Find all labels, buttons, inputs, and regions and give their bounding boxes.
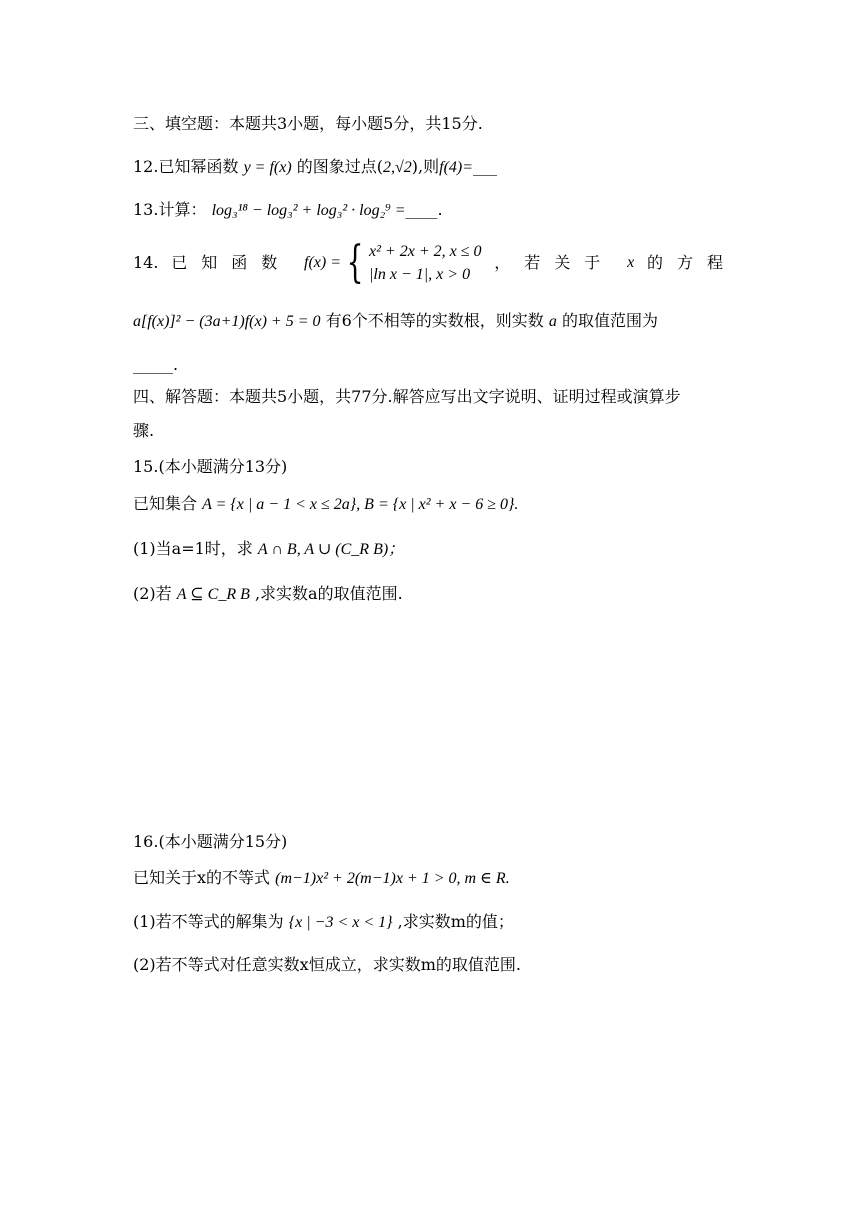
q16-stem-text: 已知关于x的不等式 (133, 868, 271, 887)
q15-part1 (133, 539, 404, 560)
q15-part2-expr: A ⊆ C_R B (176, 586, 250, 603)
q12-text-c: ),则 (411, 157, 440, 176)
q14-equation: a[f(x)]² − (3a+1)f(x) + 5 = 0 (133, 313, 321, 330)
q15-stem-text: 已知集合 (133, 494, 198, 513)
q14-var: x (627, 254, 635, 271)
q16-part1-text: (1)若不等式的解集为 (133, 912, 284, 931)
q14-blank: _____. (133, 355, 179, 374)
q13-number: 13. (133, 200, 159, 219)
q13-blank: ____. (405, 200, 443, 219)
q16-stem (133, 868, 510, 889)
left-brace-icon: { (346, 237, 364, 288)
q14-cases (369, 240, 481, 286)
q14-cond: ，若关于 (494, 253, 615, 272)
section3-heading: 三、填空题：本题共3小题，每小题5分，共15分. (133, 114, 483, 133)
q16-part2: (2)若不等式对任意实数x恒成立，求实数m的取值范围. (133, 955, 521, 974)
q12-text-b: 的图象过点( (296, 157, 384, 176)
section4-heading-line2: 骤. (133, 421, 155, 440)
question-14-line2 (133, 311, 658, 332)
q15-title: 15.(本小题满分13分) (133, 457, 288, 476)
q12-expr: y = f(x) (243, 159, 292, 176)
section4-heading-line1: 四、解答题：本题共5小题，共77分.解答应写出文字说明、证明过程或演算步 (133, 387, 681, 406)
q14-intro: 已知函数 (171, 253, 292, 272)
q15-part1-expr: A ∩ B, A ∪ (C_R B)； (257, 541, 405, 558)
q14-param: a (548, 313, 557, 330)
question-12 (133, 157, 497, 178)
q14-cond2: 的方程 (646, 253, 737, 272)
q15-part2-tail: ,求实数a的取值范围. (254, 584, 403, 603)
q13-expr: log₃¹⁸ − log₃² + log₃² · log₂⁹ = (211, 202, 406, 219)
q14-fx: f(x) = (304, 254, 342, 271)
q14-case2: |ln x − 1|, x > 0 (369, 266, 471, 283)
q12-point: 2,√2 (383, 159, 412, 176)
q12-blank: ___ (473, 157, 498, 176)
q12-text-a: 已知幂函数 (158, 157, 239, 176)
q15-sets: A = {x | a − 1 < x ≤ 2a}, B = {x | x² + x − 6 ≥ 0}. (202, 496, 519, 513)
q16-part1 (133, 912, 514, 933)
q15-stem (133, 494, 518, 515)
q16-part1-tail: ,求实数m的值； (397, 912, 514, 931)
q14-text: 有6个不相等的实数根，则实数 (325, 311, 544, 330)
q14-number: 14. (133, 253, 159, 272)
q14-function (304, 237, 482, 288)
question-14-line1 (133, 237, 737, 288)
q14-case1: x² + 2x + 2, x ≤ 0 (369, 243, 482, 260)
q12-number: 12. (133, 157, 159, 176)
q12-target: f(4)= (439, 159, 474, 176)
q16-part1-expr: {x | −3 < x < 1} (288, 914, 393, 931)
q13-label: 计算： (158, 200, 207, 219)
q15-part2 (133, 584, 403, 605)
q15-part1-text: (1)当a=1时，求 (133, 539, 253, 558)
q16-stem-expr: (m−1)x² + 2(m−1)x + 1 > 0, m ∈ R. (275, 870, 510, 887)
question-13 (133, 200, 443, 221)
q15-part2-text: (2)若 (133, 584, 172, 603)
q14-text2: 的取值范围为 (561, 311, 658, 330)
q16-title: 16.(本小题满分15分) (133, 832, 288, 851)
